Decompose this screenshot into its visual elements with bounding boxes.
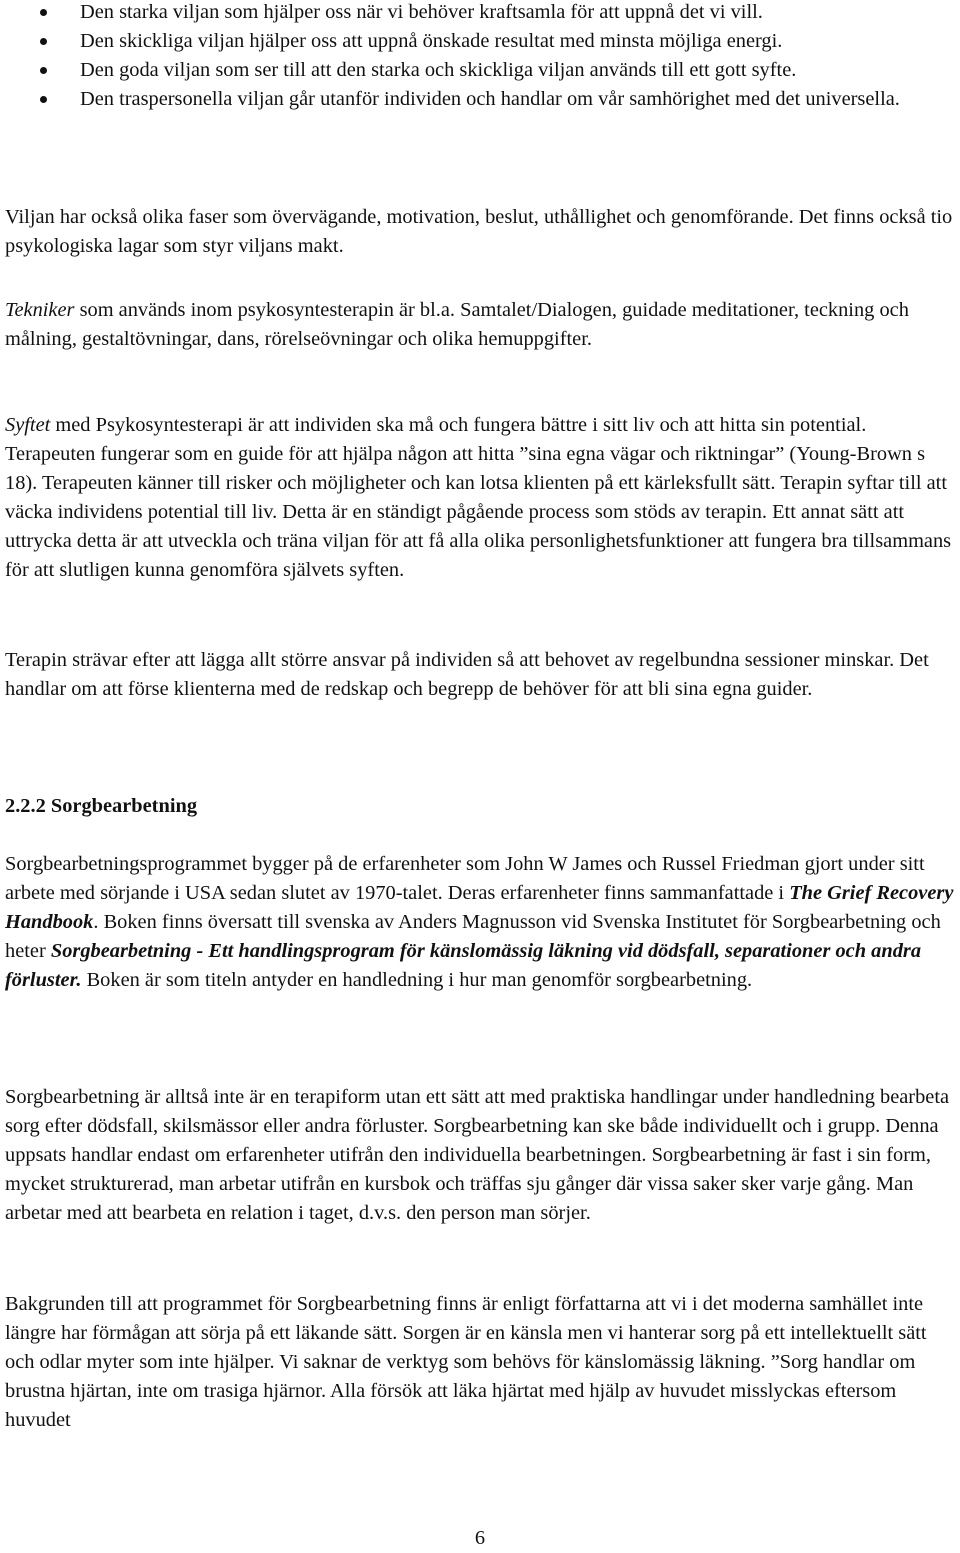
paragraph-alltsa: Sorgbearbetning är alltså inte är en terapiform utan ett sätt att med praktiska handlingar under handledning bearbeta sorg efter dödsfall, skilsmässor eller andra förluster. Sorgbearbetning kan ske både individuellt och i grupp. Denna uppsats handlar endast om erfarenheter utifrån den individuella bearbetningen. Sorgbearbetning är fast i sin form, mycket strukturerad, man arbetar utifrån en kursbok och träffas sju gånger där vissa saker sker varje gång. Man arbetar med att bearbeta en relation i taget, d.v.s. den person man sörjer. [5,1086,950,1224]
paragraph-viljan: Viljan har också olika faser som övervägande, motivation, beslut, uthållighet och genomförande. Det finns också tio psykologiska lagar som styr viljans makt. [5,206,953,257]
paragraph-program [5,850,955,995]
paragraph-text: . Boken finns översatt till svenska av Anders Magnusson vid Svenska Institutet för Sorgbearbetning och heter [5,911,941,962]
bullet-icon [40,38,47,45]
term-syftet: Syftet [5,414,51,436]
list-item-text: Den starka viljan som hjälper oss när vi behöver kraftsamla för att uppnå det vi vill. [80,1,763,23]
page-number: 6 [474,1527,486,1549]
list-item-text: Den traspersonella viljan går utanför individen och handlar om vår samhörighet med det universella. [80,88,900,110]
paragraph-text: med Psykosyntesterapi är att individen ska må och fungera bättre i sitt liv och att hitta sin potential. Terapeuten fungerar som en guide för att hjälpa någon att hitta ”sina egna vägar och riktningar” (Young-Brown s 18). Terapeuten känner till risker och möjligheter och kan lotsa klienten på ett kärleksfullt sätt. Terapin syftar till att väcka individens potential till liv. Detta är en ständigt pågående process som stöds av terapin. Ett annat sätt att uttrycka detta är att utveckla och träna viljan för att få alla olika personlighetsfunktioner att fungera bra tillsammans för att slutligen kunna genomföra självets syften. [5,414,952,581]
paragraph-tekniker [5,296,955,354]
paragraph-bakgrund: Bakgrunden till att programmet för Sorgbearbetning finns är enligt författarna att vi i det moderna samhället inte längre har förmågan att sörja på ett läkande sätt. Sorgen är en känsla men vi hanterar sorg på ett intellektuellt sätt och odlar myter som inte hjälper. Vi saknar de verktyg som behövs för känslomässig läkning. ”Sorg handlar om brustna hjärtan, inte om trasiga hjärnor. Alla försök att läka hjärtat med hjälp av huvudet misslyckas eftersom huvudet [5,1293,927,1431]
list-item [0,27,960,56]
paragraph-terapin: Terapin strävar efter att lägga allt större ansvar på individen så att behovet av regelbundna sessioner minskar. Det handlar om att förse klienterna med de redskap och begrepp de behöver för att bli sina egna guider. [5,649,929,700]
list-item [0,85,960,114]
list-item [0,0,960,27]
paragraph-syftet [5,411,955,585]
term-tekniker: Tekniker [5,299,75,321]
section-heading: 2.2.2 Sorgbearbetning [5,795,198,817]
book-title-english: The Grief Recovery Handbook [5,882,954,933]
paragraph-text: Sorgbearbetningsprogrammet bygger på de erfarenheter som John W James och Russel Friedman gjort under sitt arbete med sörjande i USA sedan slutet av 1970-talet. Deras erfarenheter finns sammanfattade i [5,853,925,904]
list-item-text: Den skickliga viljan hjälper oss att uppnå önskade resultat med minsta möjliga energi. [80,30,783,52]
will-types-list [0,0,960,114]
book-title-swedish: Sorgbearbetning - Ett handlingsprogram för känslomässig läkning vid dödsfall, separationer och andra förluster. [5,940,922,991]
list-item-text: Den goda viljan som ser till att den starka och skickliga viljan används till ett gott syfte. [80,59,797,81]
paragraph-text: Boken är som titeln antyder en handledning i hur man genomför sorgbearbetning. [81,969,753,991]
bullet-icon [40,9,47,16]
bullet-icon [40,67,47,74]
paragraph-text: som används inom psykosyntesterapin är bl.a. Samtalet/Dialogen, guidade meditationer, teckning och målning, gestaltövningar, dans, rörelseövningar och olika hemuppgifter. [5,299,909,350]
bullet-icon [40,96,47,103]
list-item [0,56,960,85]
